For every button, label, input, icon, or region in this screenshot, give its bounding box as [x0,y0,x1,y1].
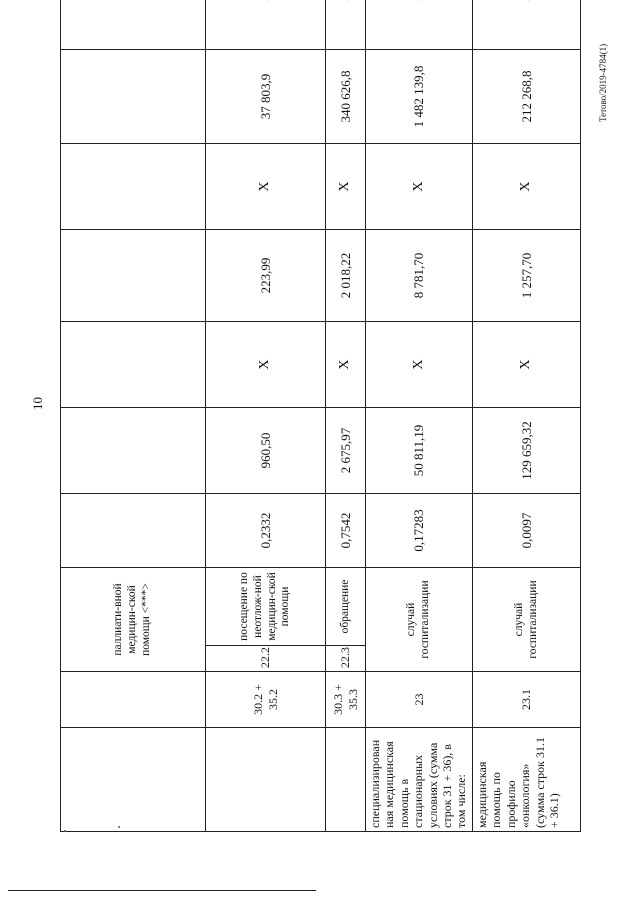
sub-line-number: 22.3 [326,646,366,672]
palliative-header: паллиати-вной медицин-ской помощи <***> [61,568,206,672]
value-cell: 1 482 139,8 [366,50,473,144]
norm-cell: 0,0097 [473,494,581,568]
cost-cell: 129 659,32 [473,408,581,494]
norm-cell: 0,17283 [366,494,473,568]
scan-speck [118,826,120,828]
table-row [366,0,473,832]
x-cell [326,0,366,50]
value-cell: 212 268,8 [473,50,581,144]
row-name: медицинская помощь по профилю «онкология» (сумма строк 31.1 + 36.1) [473,728,581,832]
unit-cell: посещение по неотлож-ной медицин-ской помощи [206,568,326,646]
x-cell: X [326,322,366,408]
scan-speck [64,830,66,832]
document-code: Тетово/2019-4784(1) [598,43,608,122]
table-row [61,0,206,832]
value-cell: 223,99 [206,230,326,322]
cost-cell: 960,50 [206,408,326,494]
value-cell: 340 626,8 [326,50,366,144]
x-cell: X [326,144,366,230]
x-cell: X [366,322,473,408]
x-cell: X [473,322,581,408]
line-number: 30.2 + 35.2 [206,672,326,728]
unit-cell: случай госпитализации [366,568,473,672]
x-cell [366,0,473,50]
x-cell: X [206,144,326,230]
value-cell: 1 257,70 [473,230,581,322]
norm-cell: 0,2332 [206,494,326,568]
x-cell: X [366,144,473,230]
main-table [60,42,580,832]
unit-cell: обращение [326,568,366,646]
table-row [473,0,581,832]
value-cell: 8 781,70 [366,230,473,322]
unit-cell: случай госпитализации [473,568,581,672]
main-table-grid [60,0,581,832]
value-cell: 37 803,9 [206,50,326,144]
line-number: 30.3 + 35.3 [326,672,366,728]
sub-line-number: 22.2 [206,646,326,672]
line-number: 23.1 [473,672,581,728]
line-number: 23 [366,672,473,728]
table-row [206,0,326,832]
table-row [326,0,366,832]
page-number: 10 [30,397,45,410]
value-cell: 2 018,22 [326,230,366,322]
x-cell: X [473,144,581,230]
footer-rule [8,890,316,891]
cost-cell: 50 811,19 [366,408,473,494]
norm-cell: 0,7542 [326,494,366,568]
x-cell: X [206,322,326,408]
row-name: специализирован ная медицинская помощь в стационарных условиях (сумма строк 31 + 36), в том числе: [366,728,473,832]
x-cell [473,0,581,50]
x-cell [206,0,326,50]
cost-cell: 2 675,97 [326,408,366,494]
